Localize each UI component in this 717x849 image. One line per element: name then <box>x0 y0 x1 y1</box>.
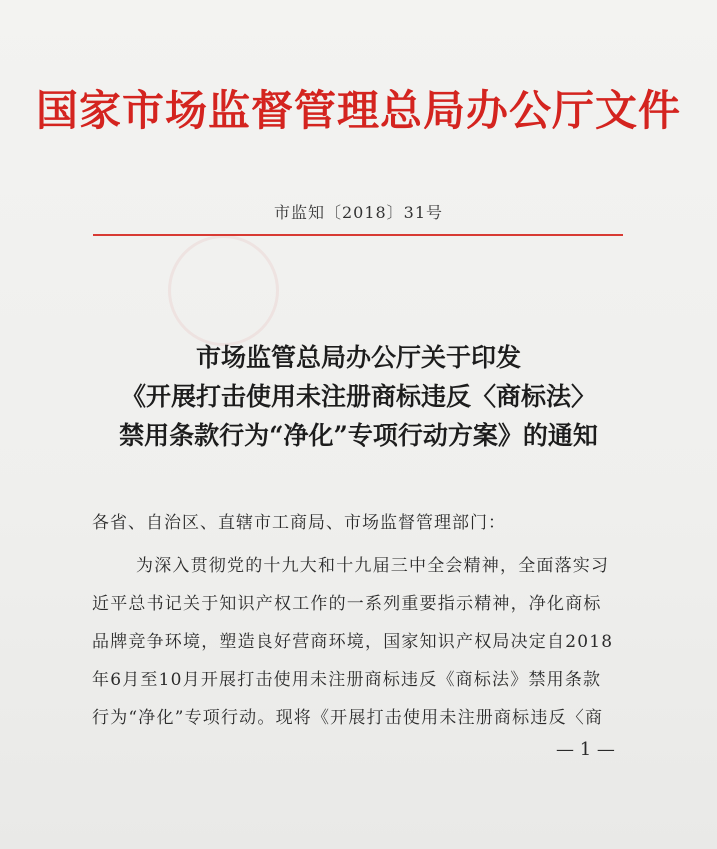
body-line-1: 为深入贯彻党的十九大和十九届三中全会精神，全面落实习 <box>136 556 610 576</box>
body-line-4: 年6月至10月开展打击使用未注册商标违反《商标法》禁用条款 <box>92 670 602 690</box>
body-line-2: 近平总书记关于知识产权工作的一系列重要指示精神，净化商标 <box>92 594 602 614</box>
body-paragraph <box>92 547 632 737</box>
issuer-header-title: 国家市场监督管理总局办公厅文件 <box>35 86 681 135</box>
red-separator-line <box>93 234 623 236</box>
addressee-line: 各省、自治区、直辖市工商局、市场监督管理部门： <box>92 513 506 533</box>
notice-title-line-3: 禁用条款行为“净化”专项行动方案》的通知 <box>119 421 598 450</box>
faint-seal-mark <box>168 235 279 346</box>
body-line-3: 品牌竞争环境，塑造良好营商环境，国家知识产权局决定自2018 <box>92 632 614 652</box>
notice-title-line-1: 市场监管总局办公厅关于印发 <box>195 343 521 372</box>
body-line-5: 行为“净化”专项行动。现将《开展打击使用未注册商标违反〈商 <box>92 708 604 728</box>
notice-title-line-2: 《开展打击使用未注册商标违反〈商标法〉 <box>120 382 596 411</box>
page-number: — 1 — <box>556 739 615 760</box>
notice-title <box>0 338 717 455</box>
document-number: 市监知〔2018〕31号 <box>273 203 444 222</box>
